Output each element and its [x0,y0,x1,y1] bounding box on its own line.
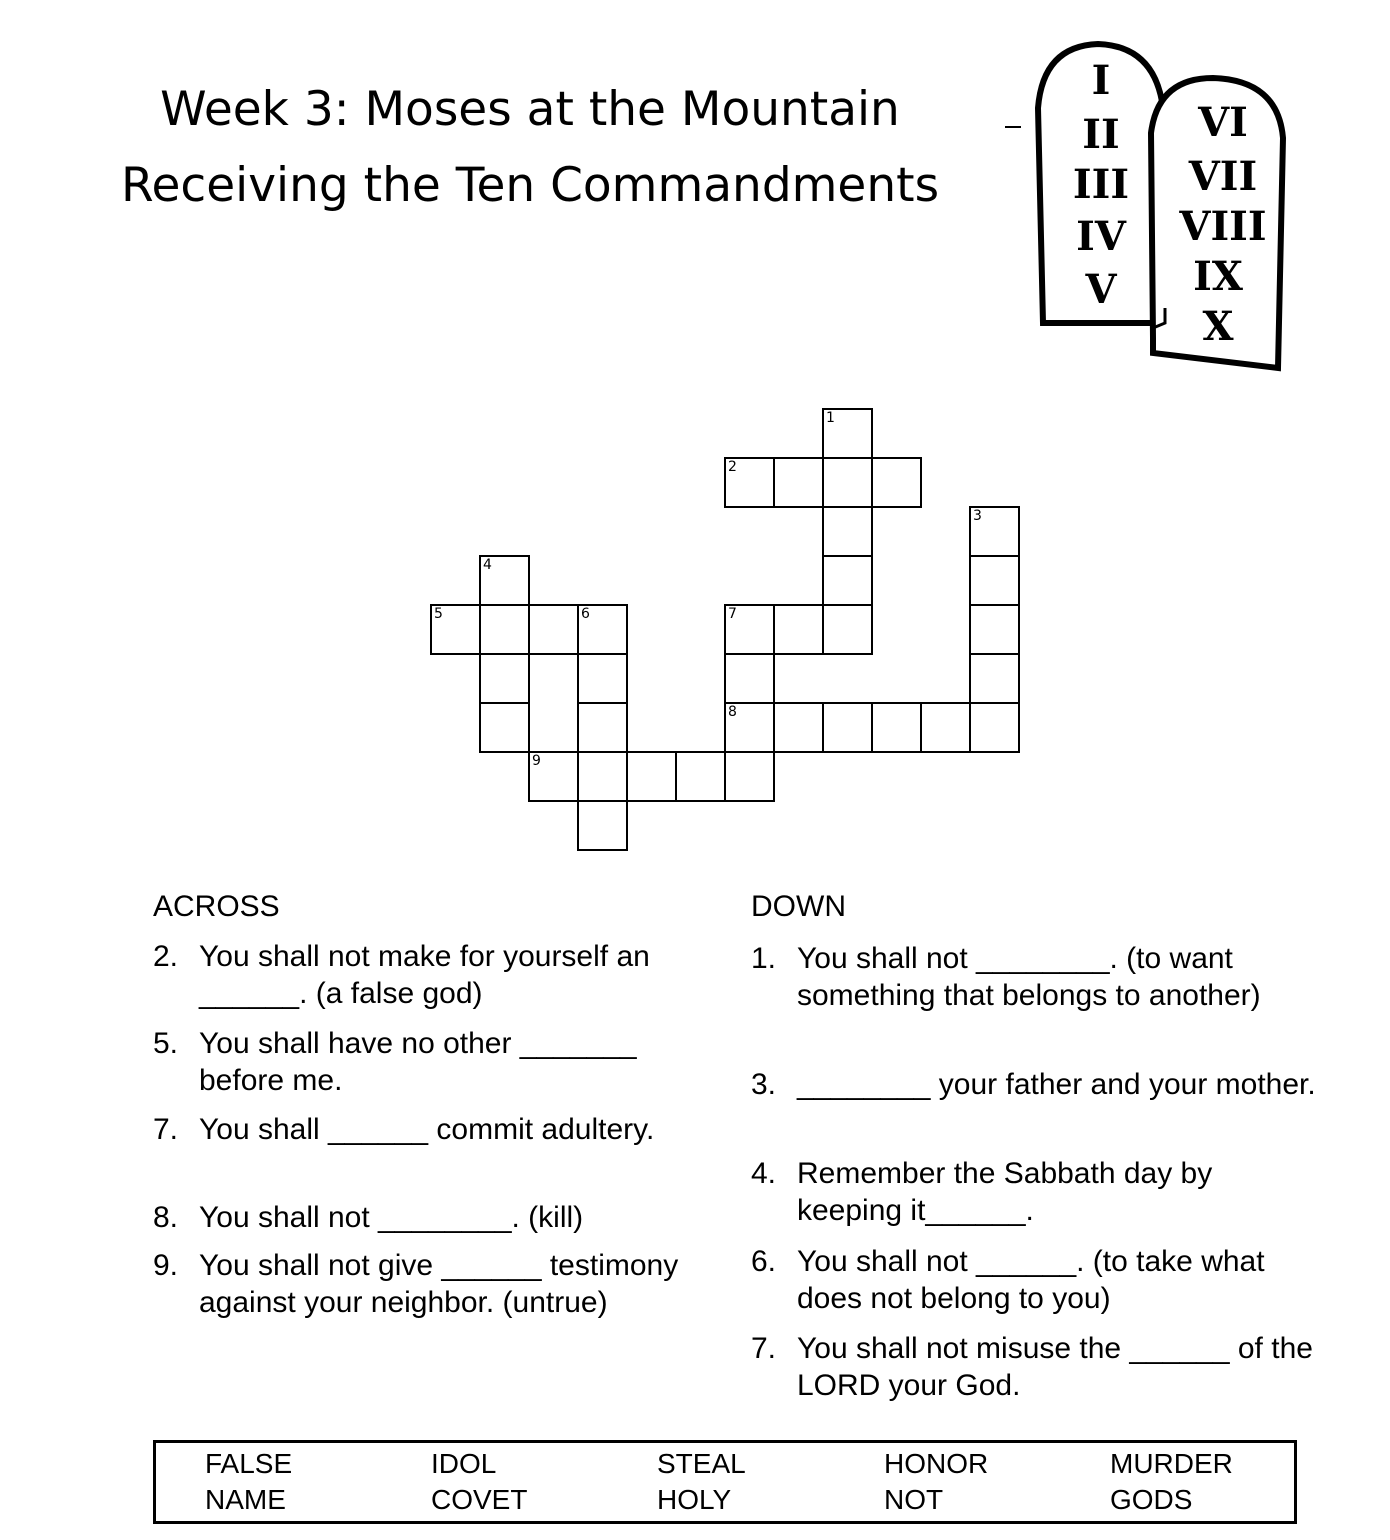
tablet-numeral: I [1091,57,1111,104]
clue-num: 3. [751,1068,777,1101]
tablets-illustration [1003,38,1303,378]
crossword-cell[interactable] [430,604,481,655]
word-bank-item: IDOL [431,1448,497,1479]
clue-number: 9 [532,753,541,769]
tablet-numeral: VI [1198,99,1248,146]
clue-num: 2. [153,940,179,973]
crossword-cell[interactable] [822,702,873,753]
tablet-numeral: VII [1188,153,1258,200]
crossword-cell[interactable] [577,800,628,851]
crossword-cell[interactable] [577,751,628,802]
crossword-cell[interactable] [724,457,775,508]
clue-num: 8. [153,1201,179,1234]
crossword-cell[interactable] [528,751,579,802]
clue-number: 6 [581,606,590,622]
clue-num: 4. [751,1157,777,1190]
crossword-cell[interactable] [822,506,873,557]
word-bank-item: HONOR [884,1448,989,1479]
crossword-cell[interactable] [773,604,824,655]
clue-num: 7. [751,1332,777,1365]
clue-num: 5. [153,1027,179,1060]
crossword-cell[interactable] [577,653,628,704]
page-subtitle: Receiving the Ten Commandments [120,158,940,213]
crossword-cell[interactable] [724,653,775,704]
crossword-cell[interactable] [479,702,530,753]
crossword-cell[interactable] [773,457,824,508]
crossword-cell[interactable] [920,702,971,753]
page-title: Week 3: Moses at the Mountain [160,82,900,137]
word-bank-item: STEAL [657,1448,746,1479]
tablet-numeral: IX [1193,253,1243,300]
crossword-cell[interactable] [969,506,1020,557]
word-bank-item: NOT [884,1484,944,1515]
crossword-cell[interactable] [822,457,873,508]
crossword-cell[interactable] [871,702,922,753]
word-bank-item: GODS [1110,1484,1193,1515]
clue-number: 2 [728,459,737,475]
clue-number: 1 [826,410,835,426]
clue-text: You shall not ________. (kill) [199,1201,584,1234]
crossword-cell[interactable] [724,751,775,802]
tablet-numeral: VIII [1179,203,1267,250]
clue-number: 3 [973,508,982,524]
tablet-numeral: V [1085,266,1117,313]
clue-text: Remember the Sabbath day by keeping it______. [797,1157,1213,1227]
crossword-cell[interactable] [969,555,1020,606]
clue-text: You shall not give ______ testimony against your neighbor. (untrue) [199,1249,679,1319]
crossword-cell[interactable] [969,604,1020,655]
crossword-cell[interactable] [871,457,922,508]
clue-text: You shall have no other _______ before me. [199,1027,637,1097]
word-bank-item: HOLY [657,1484,732,1515]
clue-text: You shall not make for yourself an ______. (a false god) [199,940,650,1010]
down-heading: DOWN [751,890,846,923]
clue-num: 1. [751,942,777,975]
crossword-cell[interactable] [773,702,824,753]
tablet-numeral: II [1082,111,1120,158]
clue-text: You shall not ______. (to take what does not belong to you) [797,1245,1265,1315]
crossword-cell[interactable] [724,604,775,655]
clue-number: 5 [434,606,443,622]
crossword-cell[interactable] [969,653,1020,704]
clue-text: You shall ______ commit adultery. [199,1113,655,1146]
crossword-cell[interactable] [528,604,579,655]
clue-number: 7 [728,606,737,622]
word-bank-item: MURDER [1110,1448,1233,1479]
clue-text: You shall not misuse the ______ of the LORD your God. [797,1332,1313,1402]
crossword-cell[interactable] [822,604,873,655]
tablet-numeral: IV [1076,213,1126,260]
across-heading: ACROSS [153,890,280,923]
tablet-numeral: III [1072,161,1130,208]
clue-text: ________ your father and your mother. [797,1068,1316,1101]
clue-text: You shall not ________. (to want something that belongs to another) [797,942,1261,1012]
crossword-cell[interactable] [822,408,873,459]
clue-num: 6. [751,1245,777,1278]
crossword-cell[interactable] [969,702,1020,753]
tablet-numeral: X [1202,303,1234,350]
word-bank-item: NAME [205,1484,286,1515]
clue-number: 8 [728,704,737,720]
crossword-cell[interactable] [675,751,726,802]
dash-mark [1005,126,1021,128]
crossword-cell[interactable] [479,555,530,606]
crossword-cell[interactable] [724,702,775,753]
clue-num: 7. [153,1113,179,1146]
crossword-cell[interactable] [479,604,530,655]
clue-number: 4 [483,557,492,573]
crossword-cell[interactable] [626,751,677,802]
clue-num: 9. [153,1249,179,1282]
crossword-cell[interactable] [577,604,628,655]
crossword-cell[interactable] [479,653,530,704]
word-bank-item: FALSE [205,1448,293,1479]
crossword-cell[interactable] [577,702,628,753]
word-bank-item: COVET [431,1484,528,1515]
crossword-cell[interactable] [822,555,873,606]
